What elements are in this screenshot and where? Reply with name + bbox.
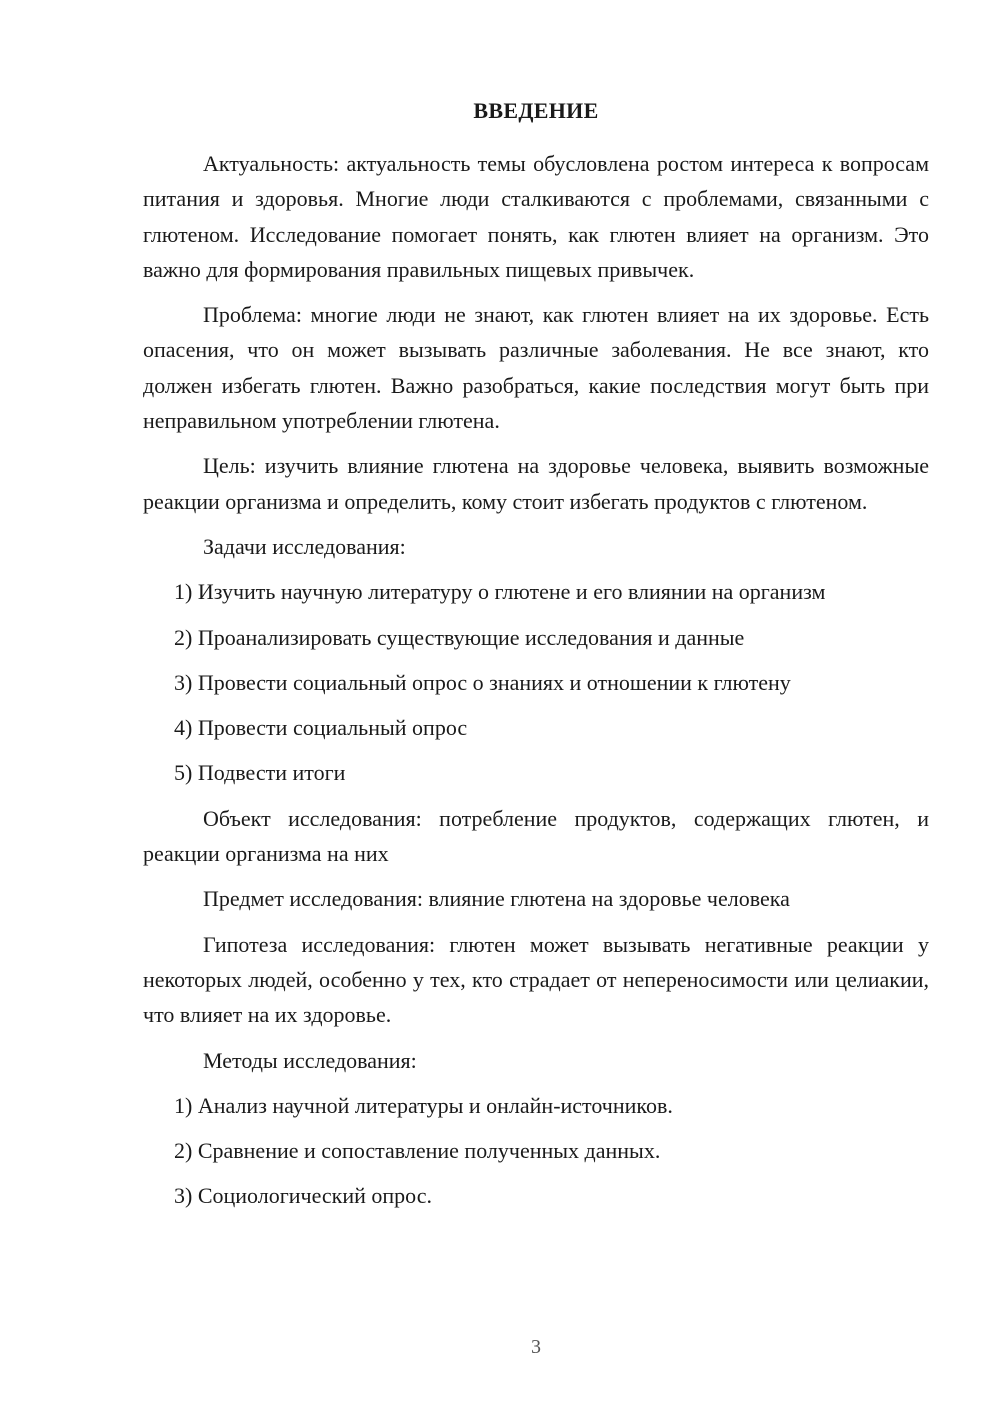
goal-paragraph: Цель: изучить влияние глютена на здоровье человека, выявить возможные реакции организма и определить, кому стоит избегать продуктов с глютеном. [143, 453, 929, 514]
method-item: 2) Сравнение и сопоставление полученных данных. [174, 1138, 661, 1164]
methods-heading: Методы исследования: [203, 1047, 417, 1073]
hypothesis-paragraph: Гипотеза исследования: глютен может вызывать негативные реакции у некоторых людей, особенно у тех, кто страдает от непереносимости или целиакии, что влияет на их здоровье. [143, 931, 929, 1028]
document-page [143, 0, 929, 1414]
task-item: 5) Подвести итоги [174, 760, 346, 786]
tasks-heading: Задачи исследования: [203, 533, 406, 559]
relevance-paragraph: Актуальность: актуальность темы обусловлена ростом интереса к вопросам питания и здоровья. Многие люди сталкиваются с проблемами, связанными с глютеном. Исследование помогает понять, как глютен влияет на организм. Это важно для формирования правильных пищевых привычек. [143, 151, 929, 282]
task-item: 1) Изучить научную литературу о глютене и его влиянии на организм [174, 579, 826, 605]
method-item: 1) Анализ научной литературы и онлайн-источников. [174, 1092, 673, 1118]
methods-list [143, 1088, 929, 1214]
tasks-list [143, 574, 929, 790]
method-item: 3) Социологический опрос. [174, 1183, 432, 1209]
subject-paragraph: Предмет исследования: влияние глютена на здоровье человека [203, 886, 790, 912]
task-item: 2) Проанализировать существующие исследования и данные [174, 624, 745, 650]
object-paragraph: Объект исследования: потребление продуктов, содержащих глютен, и реакции организма на них [143, 805, 929, 867]
problem-paragraph: Проблема: многие люди не знают, как глютен влияет на их здоровье. Есть опасения, что он может вызывать различные заболевания. Не все знают, кто должен избегать глютен. Важно разобраться, какие последствия могут быть при неправильном употреблении глютена. [143, 302, 929, 434]
document-body [143, 146, 929, 1224]
task-item: 4) Провести социальный опрос [174, 715, 468, 741]
page-number: 3 [531, 1336, 541, 1358]
page-title: ВВЕДЕНИЕ [473, 98, 599, 123]
task-item: 3) Провести социальный опрос о знаниях и отношении к глютену [174, 669, 791, 695]
